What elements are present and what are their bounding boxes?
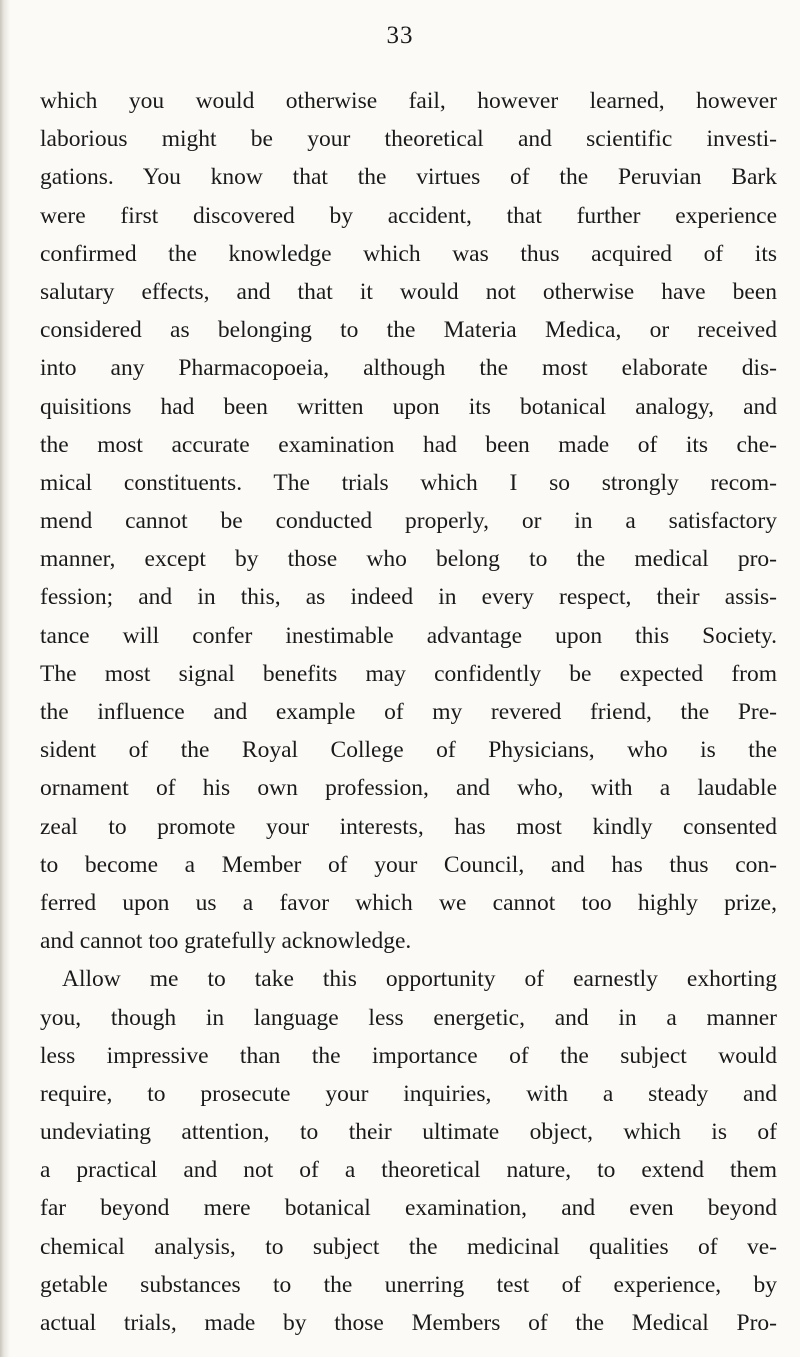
text-line: Allow me to take this opportunity of earnestly exhorting (62, 966, 777, 993)
text-line: ornament of his own profession, and who, with a laudable (40, 775, 777, 802)
text-line: fession; and in this, as indeed in every respect, their assis- (40, 584, 777, 611)
text-line: zeal to promote your interests, has most kindly consented (40, 813, 777, 840)
text-line: laborious might be your theoretical and scientific investi- (40, 126, 777, 153)
text-line: confirmed the knowledge which was thus acquired of its (40, 240, 777, 267)
text-line: to become a Member of your Council, and has thus con- (40, 851, 777, 878)
body-text (40, 82, 777, 1342)
page-number: 33 (386, 22, 414, 49)
text-line: you, though in language less energetic, and in a manner (40, 1004, 777, 1031)
text-line: the most accurate examination had been made of its che- (40, 431, 777, 458)
text-line: less impressive than the importance of the subject would (40, 1042, 777, 1069)
text-line: into any Pharmacopoeia, although the most elaborate dis- (40, 355, 777, 382)
text-line: chemical analysis, to subject the medicinal qualities of ve- (40, 1233, 777, 1260)
text-line: The most signal benefits may confidently be expected from (40, 660, 777, 687)
text-line: tance will confer inestimable advantage upon this Society. (40, 622, 777, 649)
text-line: actual trials, made by those Members of the Medical Pro- (40, 1310, 777, 1336)
text-line: were first discovered by accident, that further experience (40, 202, 777, 229)
text-line: a practical and not of a theoretical nature, to extend them (40, 1157, 777, 1184)
text-line: sident of the Royal College of Physicians, who is the (40, 737, 777, 764)
text-line: and cannot too gratefully acknowledge. (40, 928, 412, 955)
text-line: which you would otherwise fail, however learned, however (40, 88, 777, 114)
text-line: quisitions had been written upon its botanical analogy, and (40, 393, 777, 420)
text-line: ferred upon us a favor which we cannot too highly prize, (40, 889, 777, 916)
text-line: the influence and example of my revered friend, the Pre- (40, 699, 777, 725)
text-line: mend cannot be conducted properly, or in a satisfactory (40, 508, 777, 535)
text-line: undeviating attention, to their ultimate object, which is of (40, 1119, 777, 1146)
text-line: getable substances to the unerring test of experience, by (40, 1271, 777, 1298)
text-line: gations. You know that the virtues of the Peruvian Bark (40, 164, 777, 191)
text-line: considered as belonging to the Materia Medica, or received (40, 317, 777, 344)
page-binding-edge (0, 0, 10, 1357)
text-line: far beyond mere botanical examination, and even beyond (40, 1195, 777, 1222)
text-line: salutary effects, and that it would not otherwise have been (40, 278, 777, 305)
text-line: require, to prosecute your inquiries, with a steady and (40, 1080, 777, 1107)
text-line: mical constituents. The trials which I so strongly recom- (40, 469, 777, 496)
text-line: manner, except by those who belong to the medical pro- (40, 546, 777, 573)
